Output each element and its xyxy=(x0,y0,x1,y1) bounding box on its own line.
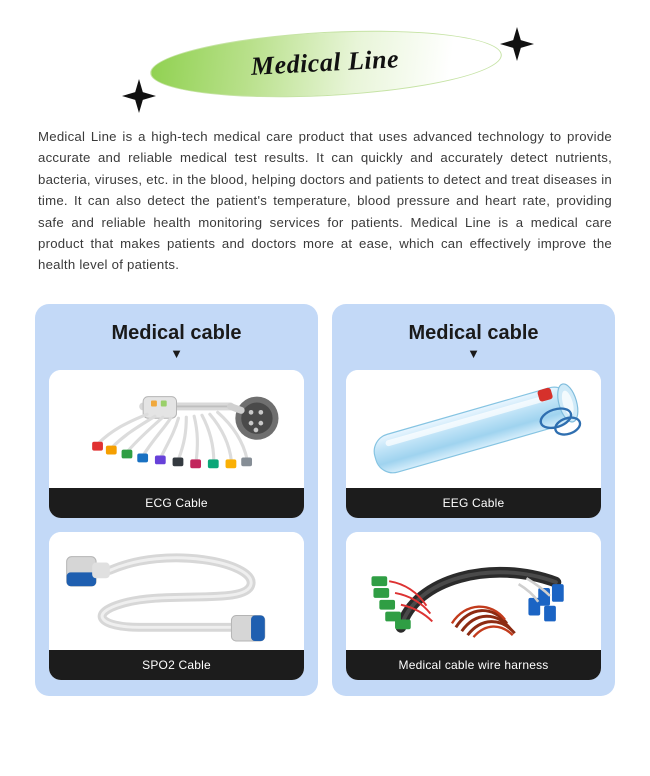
panel-left xyxy=(35,304,318,696)
panel-title: Medical cable xyxy=(408,321,539,344)
product-card-ecg[interactable] xyxy=(49,370,304,518)
product-image-harness xyxy=(346,532,601,650)
product-caption: ECG Cable xyxy=(49,488,304,518)
chevron-down-icon: ▼ xyxy=(467,345,480,361)
product-image-ecg xyxy=(49,370,304,488)
product-caption: EEG Cable xyxy=(346,488,601,518)
banner xyxy=(0,0,650,120)
product-card-eeg[interactable] xyxy=(346,370,601,518)
chevron-down-icon: ▼ xyxy=(170,345,183,361)
product-image-spo2 xyxy=(49,532,304,650)
panel-title: Medical cable xyxy=(111,321,242,344)
product-panels xyxy=(35,304,615,696)
product-caption: SPO2 Cable xyxy=(49,650,304,680)
intro-paragraph: Medical Line is a high-tech medical care product that uses advanced technology to provide accurate and reliable medical test results. It can quickly and accurately detect nutrients, bacteria, viruses, etc. in the blood, helping doctors and patients to detect and treat diseases in time. It can also detect the patient's temperature, blood pressure and heart rate, providing safe and reliable health monitoring services for patients. Medical Line is a medical care product that makes patients and doctors more at ease, which can effectively improve the health level of patients. xyxy=(38,129,612,273)
product-image-eeg xyxy=(346,370,601,488)
sparkle-icon xyxy=(122,79,156,113)
page-title: Medical Line xyxy=(250,44,400,81)
product-card-harness[interactable] xyxy=(346,532,601,680)
product-card-spo2[interactable] xyxy=(49,532,304,680)
sparkle-icon xyxy=(500,27,534,61)
product-caption: Medical cable wire harness xyxy=(346,650,601,680)
panel-right xyxy=(332,304,615,696)
